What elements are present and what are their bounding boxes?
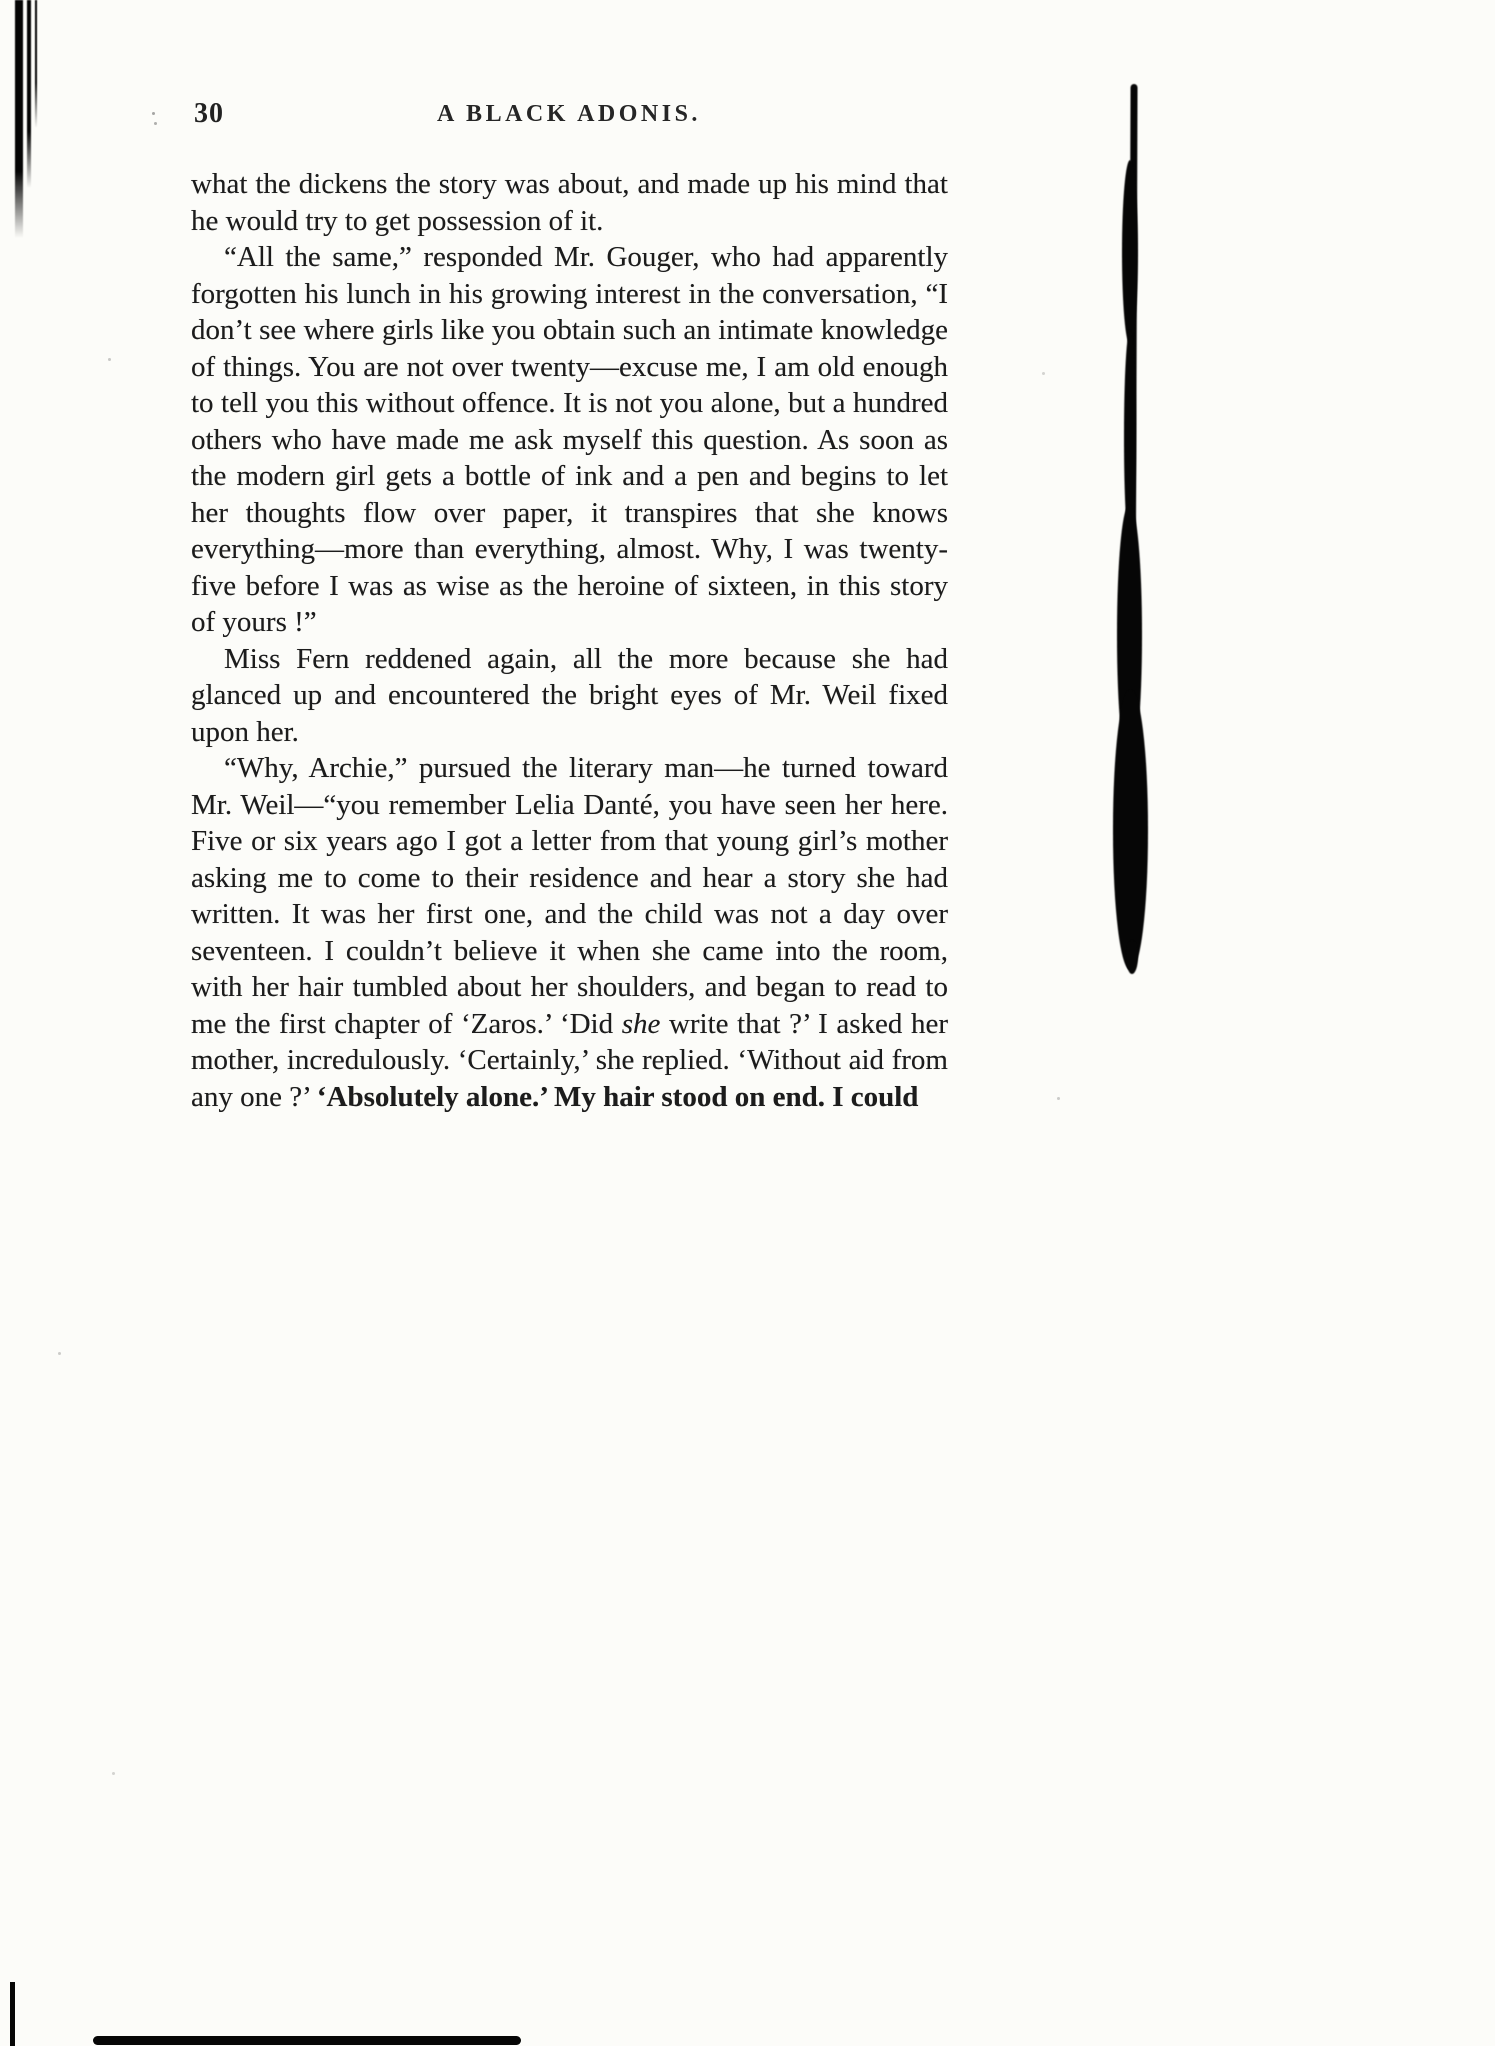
binding-mark-artifact — [27, 0, 31, 188]
page-edge-shadow-artifact — [1126, 940, 1138, 974]
text-run: ‘Absolutely alone.’ My hair stood on end. I could — [316, 1080, 919, 1113]
page-edge-shadow-artifact — [1122, 160, 1138, 345]
paragraph — [191, 750, 948, 1115]
text-block — [191, 166, 948, 1115]
paragraph — [191, 166, 948, 239]
text-run: she — [621, 1007, 661, 1040]
page-number: 30 — [194, 98, 224, 129]
text-run: “Why, Archie,” pursued the literary man—he turned toward Mr. Weil—“you remember Lelia Danté, you have seen her here. Five or six years ago I got a letter from that young girl’s mother asking me to come to their residence and hear a story she had written. It was her first one, and the child was not a day over seventeen. I couldn’t believe it when she came into the room, with her hair tumbled about her shoulders, and began to read to me the first chapter of ‘Zaros.’ ‘Did — [191, 752, 948, 1040]
paragraph — [191, 239, 948, 641]
paragraph — [191, 641, 948, 751]
text-run: what the dickens the story was about, and made up his mind that he would try to get possession of it. — [191, 168, 948, 237]
binding-mark-artifact — [35, 0, 37, 128]
scan-speck-artifact — [152, 112, 155, 115]
scan-edge-artifact — [93, 2036, 521, 2045]
text-run: “All the same,” responded Mr. Gouger, who had apparently forgotten his lunch in his growing interest in the conversation, “I don’t see where girls like you obtain such an intimate knowledge of things. You are not over twenty—excuse me, I am old enough to tell you this without offence. It is not you alone, but a hundred others who have made me ask myself this question. As soon as the modern girl gets a bottle of ink and a pen and begins to let her thoughts flow over paper, it transpires that she knows everything—more than everything, almost. Why, I was twenty-five before I was as wise as the heroine of sixteen, in this story of yours !” — [191, 241, 948, 638]
page-edge-shadow-artifact — [1113, 690, 1148, 970]
text-run: write that ?’ I asked her mother, incredulously. ‘Certainly,’ she replied. ‘Without aid from any one ?’ — [191, 1007, 948, 1113]
page-header — [190, 98, 948, 134]
scan-edge-artifact — [10, 1982, 15, 2046]
running-title: A BLACK ADONIS. — [437, 101, 701, 127]
binding-mark-artifact — [15, 0, 23, 238]
text-run: Miss Fern reddened again, all the more because she had glanced up and encountered the bright eyes of Mr. Weil fixed upon her. — [191, 642, 948, 748]
